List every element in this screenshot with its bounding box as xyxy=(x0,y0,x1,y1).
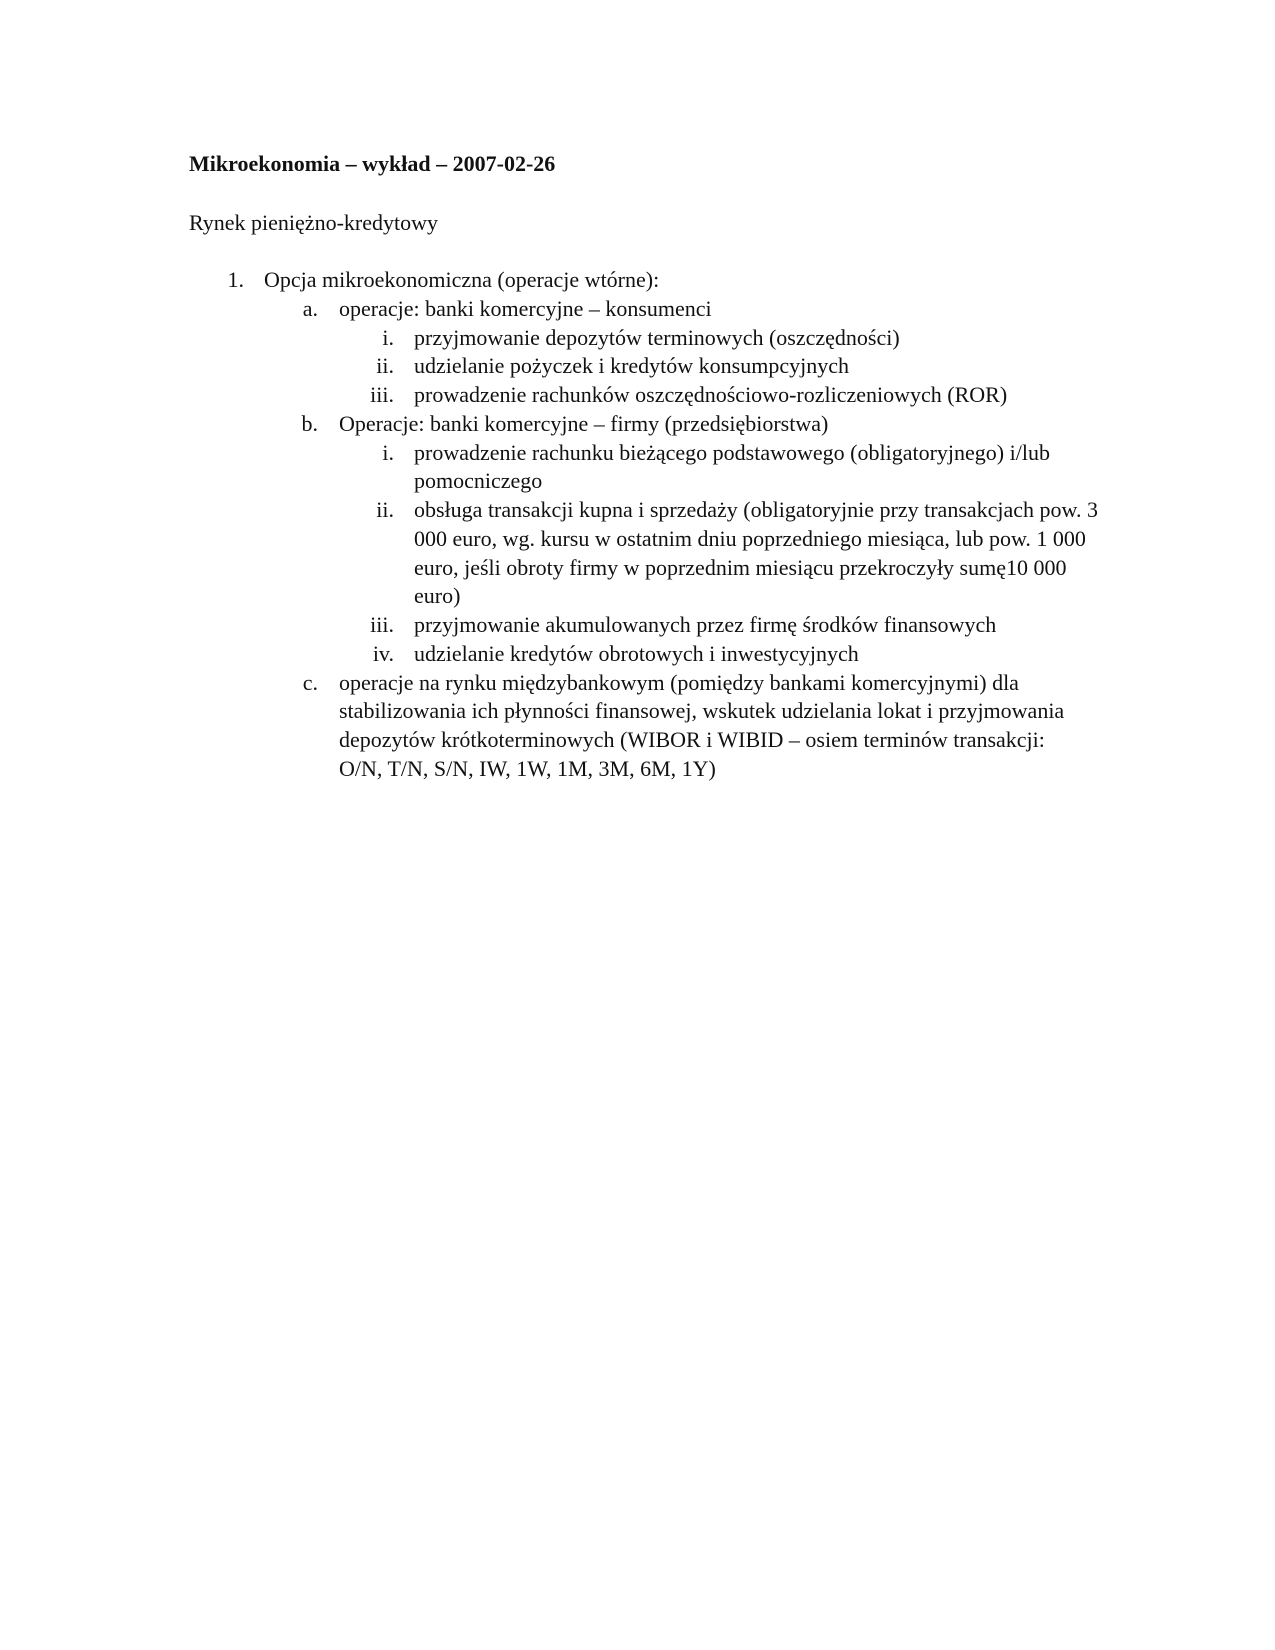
list-item-text: przyjmowanie depozytów terminowych (oszczędności) xyxy=(414,324,900,350)
list-item-text: operacje: banki komercyjne – konsumenci xyxy=(339,295,712,321)
list-item-text: przyjmowanie akumulowanych przez firmę środków finansowych xyxy=(414,612,997,637)
list-marker: a. xyxy=(302,295,318,321)
list-item-text: operacje na rynku międzybankowym (pomiędzy bankami komercyjnymi) dla stabilizowania ich płynności finansowej, wskutek udzielania lokat i przyjmowania depozytów krótkoterminowych (WIBOR i WIBID – osiem terminów transakcji: O/N, T/N, S/N, IW, 1W, 1M, 3M, 6M, 1Y) xyxy=(339,669,1065,781)
list-item xyxy=(0,669,1275,784)
list-item-text: udzielanie pożyczek i kredytów konsumpcyjnych xyxy=(414,353,849,379)
list-item-text: obsługa transakcji kupna i sprzedaży (obligatoryjnie przy transakcjach pow. 3 000 euro, wg. kursu w ostatnim dniu poprzedniego miesiąca, lub pow. 1 000 euro, jeśli obroty firmy w poprzednim miesiącu przekroczyły sumę10 000 euro) xyxy=(414,497,1099,609)
list-item xyxy=(0,640,1275,669)
list-marker: iii. xyxy=(370,612,394,637)
list-item xyxy=(0,611,1275,640)
list-marker: i. xyxy=(382,324,394,350)
list-marker: c. xyxy=(302,669,318,695)
list-marker: i. xyxy=(382,439,394,465)
list-item xyxy=(0,439,1275,497)
list-item-text: prowadzenie rachunków oszczędnościowo-rozliczeniowych (ROR) xyxy=(414,382,1008,407)
list-item-text: prowadzenie rachunku bieżącego podstawowego (obligatoryjnego) i/lub pomocniczego xyxy=(414,439,1050,494)
list-item xyxy=(0,496,1275,611)
document-title: Mikroekonomia – wykład – 2007-02-26 xyxy=(189,151,556,176)
list-item-text: Operacje: banki komercyjne – firmy (przedsiębiorstwa) xyxy=(339,410,829,436)
list-marker: iv. xyxy=(372,640,394,666)
outline-list xyxy=(0,266,1275,784)
list-marker: iii. xyxy=(370,382,394,407)
list-item xyxy=(0,381,1275,410)
document-subtitle: Rynek pieniężno-kredytowy xyxy=(189,210,438,235)
list-item xyxy=(0,295,1275,324)
list-item xyxy=(0,324,1275,353)
list-item xyxy=(0,266,1275,295)
list-item-text: Opcja mikroekonomiczna (operacje wtórne): xyxy=(264,267,660,292)
list-marker: b. xyxy=(301,410,318,436)
list-item xyxy=(0,410,1275,439)
list-marker: ii. xyxy=(376,497,394,522)
list-marker: ii. xyxy=(376,353,394,379)
list-item-text: udzielanie kredytów obrotowych i inwestycyjnych xyxy=(414,640,859,666)
list-item xyxy=(0,352,1275,381)
list-marker: 1. xyxy=(227,267,244,292)
